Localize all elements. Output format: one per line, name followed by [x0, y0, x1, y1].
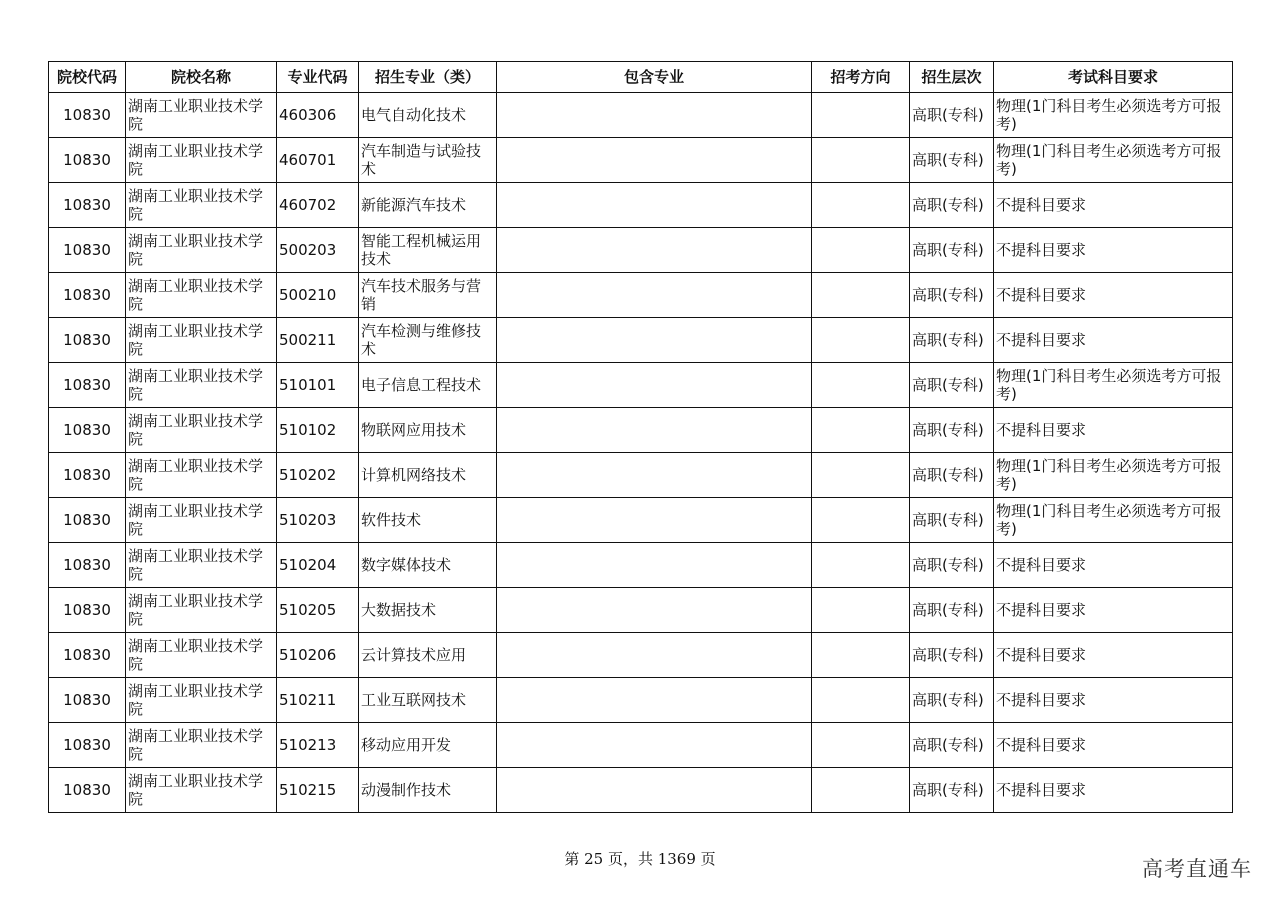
school-name-cell: 湖南工业职业技术学院 — [126, 273, 277, 318]
major-cell: 电气自动化技术 — [359, 93, 497, 138]
direction-cell — [812, 228, 910, 273]
major-code-cell: 510204 — [277, 543, 359, 588]
school-code-cell: 10830 — [49, 273, 126, 318]
school-code-cell: 10830 — [49, 138, 126, 183]
school-name-cell: 湖南工业职业技术学院 — [126, 498, 277, 543]
major-cell: 数字媒体技术 — [359, 543, 497, 588]
direction-cell — [812, 93, 910, 138]
school-code-cell: 10830 — [49, 633, 126, 678]
school-code-cell: 10830 — [49, 678, 126, 723]
school-name-cell: 湖南工业职业技术学院 — [126, 318, 277, 363]
school-name-cell: 湖南工业职业技术学院 — [126, 543, 277, 588]
table-row — [49, 498, 1233, 543]
table-row — [49, 138, 1233, 183]
included-majors-cell — [497, 138, 812, 183]
table-row — [49, 318, 1233, 363]
school-code-cell: 10830 — [49, 318, 126, 363]
header-school-name: 院校名称 — [126, 62, 277, 93]
header-major-code: 专业代码 — [277, 62, 359, 93]
level-cell: 高职(专科) — [910, 183, 994, 228]
school-code-cell: 10830 — [49, 453, 126, 498]
level-cell: 高职(专科) — [910, 408, 994, 453]
major-code-cell: 510202 — [277, 453, 359, 498]
school-name-cell: 湖南工业职业技术学院 — [126, 768, 277, 813]
school-code-cell: 10830 — [49, 723, 126, 768]
table-row — [49, 183, 1233, 228]
direction-cell — [812, 453, 910, 498]
school-name-cell: 湖南工业职业技术学院 — [126, 678, 277, 723]
school-name-cell: 湖南工业职业技术学院 — [126, 183, 277, 228]
level-cell: 高职(专科) — [910, 318, 994, 363]
direction-cell — [812, 678, 910, 723]
major-code-cell: 460306 — [277, 93, 359, 138]
direction-cell — [812, 138, 910, 183]
direction-cell — [812, 273, 910, 318]
direction-cell — [812, 588, 910, 633]
major-code-cell: 510215 — [277, 768, 359, 813]
major-cell: 大数据技术 — [359, 588, 497, 633]
subject-requirement-cell: 不提科目要求 — [994, 273, 1233, 318]
header-major: 招生专业（类） — [359, 62, 497, 93]
major-code-cell: 500203 — [277, 228, 359, 273]
page-footer: 第 25 页，共 1369 页 — [564, 850, 716, 868]
table-row — [49, 408, 1233, 453]
subject-requirement-cell: 不提科目要求 — [994, 588, 1233, 633]
table-row — [49, 363, 1233, 408]
included-majors-cell — [497, 543, 812, 588]
header-level: 招生层次 — [910, 62, 994, 93]
direction-cell — [812, 318, 910, 363]
school-code-cell: 10830 — [49, 543, 126, 588]
major-code-cell: 510203 — [277, 498, 359, 543]
table-body — [49, 93, 1233, 813]
major-cell: 云计算技术应用 — [359, 633, 497, 678]
included-majors-cell — [497, 678, 812, 723]
major-cell: 计算机网络技术 — [359, 453, 497, 498]
level-cell: 高职(专科) — [910, 228, 994, 273]
major-code-cell: 460701 — [277, 138, 359, 183]
direction-cell — [812, 363, 910, 408]
level-cell: 高职(专科) — [910, 768, 994, 813]
table-row — [49, 228, 1233, 273]
major-code-cell: 510205 — [277, 588, 359, 633]
included-majors-cell — [497, 633, 812, 678]
major-cell: 工业互联网技术 — [359, 678, 497, 723]
major-code-cell: 510101 — [277, 363, 359, 408]
subject-requirement-cell: 不提科目要求 — [994, 228, 1233, 273]
level-cell: 高职(专科) — [910, 723, 994, 768]
table-row — [49, 93, 1233, 138]
major-cell: 软件技术 — [359, 498, 497, 543]
subject-requirement-cell: 物理(1门科目考生必须选考方可报考) — [994, 363, 1233, 408]
major-cell: 汽车技术服务与营销 — [359, 273, 497, 318]
header-included-majors: 包含专业 — [497, 62, 812, 93]
table-row — [49, 273, 1233, 318]
major-cell: 电子信息工程技术 — [359, 363, 497, 408]
table-header-row — [49, 62, 1233, 93]
school-name-cell: 湖南工业职业技术学院 — [126, 93, 277, 138]
subject-requirement-cell: 不提科目要求 — [994, 318, 1233, 363]
subject-requirement-cell: 不提科目要求 — [994, 678, 1233, 723]
level-cell: 高职(专科) — [910, 138, 994, 183]
level-cell: 高职(专科) — [910, 543, 994, 588]
school-code-cell: 10830 — [49, 408, 126, 453]
school-name-cell: 湖南工业职业技术学院 — [126, 363, 277, 408]
subject-requirement-cell: 不提科目要求 — [994, 183, 1233, 228]
direction-cell — [812, 768, 910, 813]
school-name-cell: 湖南工业职业技术学院 — [126, 633, 277, 678]
major-cell: 新能源汽车技术 — [359, 183, 497, 228]
level-cell: 高职(专科) — [910, 498, 994, 543]
included-majors-cell — [497, 318, 812, 363]
included-majors-cell — [497, 723, 812, 768]
major-cell: 移动应用开发 — [359, 723, 497, 768]
subject-requirement-cell: 不提科目要求 — [994, 543, 1233, 588]
school-code-cell: 10830 — [49, 228, 126, 273]
included-majors-cell — [497, 408, 812, 453]
enrollment-table — [48, 61, 1233, 813]
school-code-cell: 10830 — [49, 768, 126, 813]
direction-cell — [812, 408, 910, 453]
level-cell: 高职(专科) — [910, 93, 994, 138]
header-school-code: 院校代码 — [49, 62, 126, 93]
major-code-cell: 510211 — [277, 678, 359, 723]
subject-requirement-cell: 物理(1门科目考生必须选考方可报考) — [994, 93, 1233, 138]
major-code-cell: 510102 — [277, 408, 359, 453]
subject-requirement-cell: 不提科目要求 — [994, 768, 1233, 813]
header-subject-requirement: 考试科目要求 — [994, 62, 1233, 93]
table-row — [49, 588, 1233, 633]
included-majors-cell — [497, 453, 812, 498]
level-cell: 高职(专科) — [910, 633, 994, 678]
direction-cell — [812, 633, 910, 678]
major-cell: 汽车检测与维修技术 — [359, 318, 497, 363]
level-cell: 高职(专科) — [910, 588, 994, 633]
school-code-cell: 10830 — [49, 183, 126, 228]
major-cell: 物联网应用技术 — [359, 408, 497, 453]
table-row — [49, 768, 1233, 813]
included-majors-cell — [497, 768, 812, 813]
subject-requirement-cell: 不提科目要求 — [994, 633, 1233, 678]
subject-requirement-cell: 不提科目要求 — [994, 723, 1233, 768]
major-code-cell: 500211 — [277, 318, 359, 363]
included-majors-cell — [497, 588, 812, 633]
level-cell: 高职(专科) — [910, 453, 994, 498]
subject-requirement-cell: 物理(1门科目考生必须选考方可报考) — [994, 138, 1233, 183]
school-name-cell: 湖南工业职业技术学院 — [126, 228, 277, 273]
subject-requirement-cell: 物理(1门科目考生必须选考方可报考) — [994, 453, 1233, 498]
major-cell: 智能工程机械运用技术 — [359, 228, 497, 273]
direction-cell — [812, 543, 910, 588]
school-code-cell: 10830 — [49, 498, 126, 543]
included-majors-cell — [497, 363, 812, 408]
table-row — [49, 453, 1233, 498]
school-name-cell: 湖南工业职业技术学院 — [126, 138, 277, 183]
included-majors-cell — [497, 93, 812, 138]
school-code-cell: 10830 — [49, 93, 126, 138]
major-code-cell: 460702 — [277, 183, 359, 228]
included-majors-cell — [497, 498, 812, 543]
direction-cell — [812, 723, 910, 768]
school-name-cell: 湖南工业职业技术学院 — [126, 408, 277, 453]
direction-cell — [812, 498, 910, 543]
table-row — [49, 543, 1233, 588]
major-code-cell: 510206 — [277, 633, 359, 678]
direction-cell — [812, 183, 910, 228]
watermark: 高考直通车 — [1142, 857, 1252, 881]
major-cell: 汽车制造与试验技术 — [359, 138, 497, 183]
included-majors-cell — [497, 273, 812, 318]
subject-requirement-cell: 物理(1门科目考生必须选考方可报考) — [994, 498, 1233, 543]
level-cell: 高职(专科) — [910, 678, 994, 723]
header-direction: 招考方向 — [812, 62, 910, 93]
major-code-cell: 510213 — [277, 723, 359, 768]
school-name-cell: 湖南工业职业技术学院 — [126, 723, 277, 768]
major-cell: 动漫制作技术 — [359, 768, 497, 813]
school-name-cell: 湖南工业职业技术学院 — [126, 588, 277, 633]
table-row — [49, 723, 1233, 768]
school-code-cell: 10830 — [49, 588, 126, 633]
table-row — [49, 678, 1233, 723]
included-majors-cell — [497, 228, 812, 273]
school-name-cell: 湖南工业职业技术学院 — [126, 453, 277, 498]
level-cell: 高职(专科) — [910, 363, 994, 408]
subject-requirement-cell: 不提科目要求 — [994, 408, 1233, 453]
included-majors-cell — [497, 183, 812, 228]
major-code-cell: 500210 — [277, 273, 359, 318]
school-code-cell: 10830 — [49, 363, 126, 408]
table-row — [49, 633, 1233, 678]
level-cell: 高职(专科) — [910, 273, 994, 318]
